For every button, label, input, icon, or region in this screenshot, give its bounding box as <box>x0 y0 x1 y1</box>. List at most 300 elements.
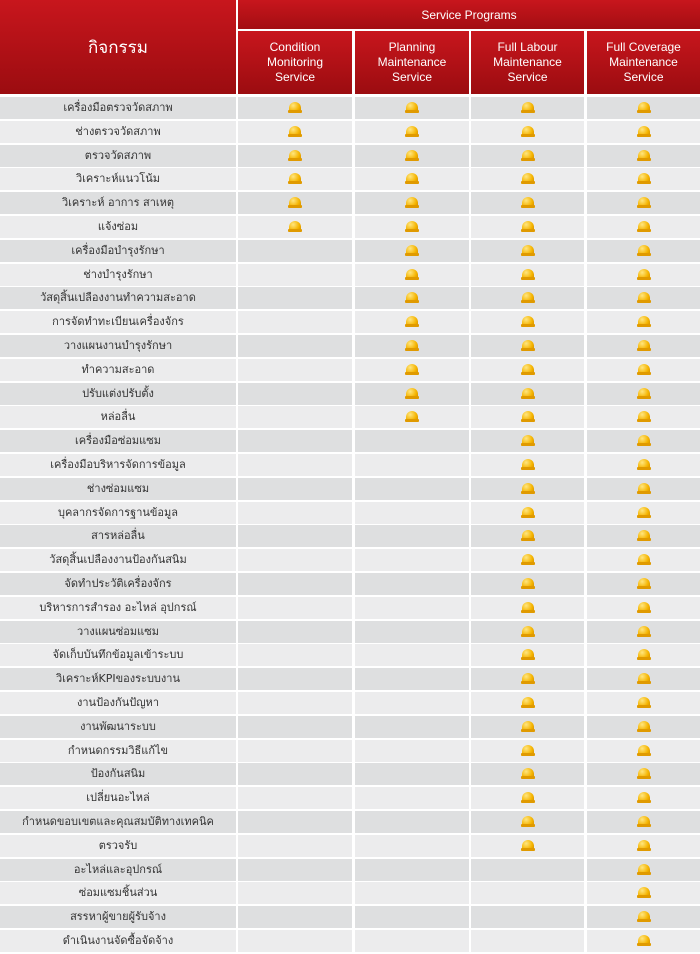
table-cell <box>238 121 352 143</box>
hard-hat-icon <box>637 554 651 566</box>
table-cell <box>587 811 700 833</box>
table-cell <box>355 264 469 286</box>
hard-hat-icon <box>637 507 651 519</box>
table-cell <box>471 454 584 476</box>
table-cell <box>587 692 700 714</box>
table-cell <box>238 811 352 833</box>
table-cell <box>355 525 469 547</box>
hard-hat-icon <box>405 150 419 162</box>
hard-hat-icon <box>288 126 302 138</box>
activity-label: จัดเก็บบันทึกข้อมูลเข้าระบบ <box>0 644 236 666</box>
activity-label: งานพัฒนาระบบ <box>0 716 236 738</box>
hard-hat-icon <box>637 435 651 447</box>
column-header-full-coverage: Full Coverage Maintenance Service <box>587 31 700 94</box>
table-cell <box>355 740 469 762</box>
table-cell <box>587 168 700 190</box>
hard-hat-icon <box>405 245 419 257</box>
activity-label: การจัดทำทะเบียนเครื่องจักร <box>0 311 236 333</box>
table-cell <box>587 240 700 262</box>
table-cell <box>587 430 700 452</box>
hard-hat-icon <box>521 245 535 257</box>
table-cell <box>471 525 584 547</box>
hard-hat-icon <box>637 126 651 138</box>
table-cell <box>355 621 469 643</box>
hard-hat-icon <box>637 649 651 661</box>
table-row <box>0 335 700 359</box>
column-header-full-labour: Full Labour Maintenance Service <box>471 31 584 94</box>
activity-label: บุคลากรจัดการฐานข้อมูล <box>0 502 236 524</box>
hard-hat-icon <box>521 411 535 423</box>
hard-hat-icon <box>637 816 651 828</box>
table-cell <box>238 145 352 167</box>
hard-hat-icon <box>637 459 651 471</box>
table-row <box>0 145 700 169</box>
table-cell <box>587 859 700 881</box>
table-cell <box>238 430 352 452</box>
hard-hat-icon <box>521 792 535 804</box>
table-cell <box>587 621 700 643</box>
table-cell <box>587 145 700 167</box>
hard-hat-icon <box>521 602 535 614</box>
table-cell <box>587 383 700 405</box>
activity-label: เครื่องมือบริหารจัดการข้อมูล <box>0 454 236 476</box>
table-row <box>0 311 700 335</box>
table-cell <box>471 811 584 833</box>
table-cell <box>471 668 584 690</box>
hard-hat-icon <box>521 578 535 590</box>
table-cell <box>355 478 469 500</box>
table-cell <box>238 311 352 333</box>
hard-hat-icon <box>405 102 419 114</box>
table-row <box>0 549 700 573</box>
hard-hat-icon <box>637 697 651 709</box>
table-cell <box>587 454 700 476</box>
table-cell <box>355 502 469 524</box>
hard-hat-icon <box>637 221 651 233</box>
activity-label: ช่างบำรุงรักษา <box>0 264 236 286</box>
table-cell <box>238 216 352 238</box>
table-row <box>0 287 700 311</box>
table-cell <box>238 454 352 476</box>
hard-hat-icon <box>521 745 535 757</box>
table-row <box>0 406 700 430</box>
table-cell <box>238 478 352 500</box>
activity-label: วัสดุสิ้นเปลืองงานป้องกันสนิม <box>0 549 236 571</box>
activity-header: กิจกรรม <box>0 0 236 94</box>
table-cell <box>355 335 469 357</box>
table-cell <box>471 264 584 286</box>
table-cell <box>471 644 584 666</box>
table-cell <box>587 716 700 738</box>
table-cell <box>471 716 584 738</box>
table-row <box>0 740 700 764</box>
hard-hat-icon <box>521 316 535 328</box>
hard-hat-icon <box>521 269 535 281</box>
table-row <box>0 383 700 407</box>
table-cell <box>238 406 352 428</box>
table-body <box>0 97 700 954</box>
hard-hat-icon <box>521 697 535 709</box>
activity-label: วิเคราะห์KPIของระบบงาน <box>0 668 236 690</box>
table-cell <box>587 97 700 119</box>
hard-hat-icon <box>521 197 535 209</box>
table-cell <box>587 502 700 524</box>
hard-hat-icon <box>521 530 535 542</box>
table-cell <box>355 216 469 238</box>
hard-hat-icon <box>637 173 651 185</box>
activity-label: ปรับแต่งปรับตั้ง <box>0 383 236 405</box>
activity-label: วิเคราะห์แนวโน้ม <box>0 168 236 190</box>
table-cell <box>238 335 352 357</box>
table-cell <box>355 121 469 143</box>
table-cell <box>238 525 352 547</box>
hard-hat-icon <box>521 840 535 852</box>
hard-hat-icon <box>521 388 535 400</box>
table-row <box>0 811 700 835</box>
table-cell <box>587 882 700 904</box>
table-cell <box>471 906 584 928</box>
table-cell <box>355 668 469 690</box>
table-cell <box>471 406 584 428</box>
hard-hat-icon <box>521 673 535 685</box>
table-cell <box>471 216 584 238</box>
table-cell <box>471 859 584 881</box>
table-cell <box>355 430 469 452</box>
table-cell <box>238 597 352 619</box>
table-cell <box>355 97 469 119</box>
hard-hat-icon <box>405 340 419 352</box>
hard-hat-icon <box>637 840 651 852</box>
hard-hat-icon <box>521 102 535 114</box>
table-cell <box>238 287 352 309</box>
hard-hat-icon <box>405 221 419 233</box>
table-row <box>0 121 700 145</box>
hard-hat-icon <box>521 721 535 733</box>
hard-hat-icon <box>521 364 535 376</box>
table-cell <box>355 573 469 595</box>
table-cell <box>238 240 352 262</box>
table-row <box>0 716 700 740</box>
activity-label: กำหนดขอบเขตและคุณสมบัติทางเทคนิค <box>0 811 236 833</box>
table-cell <box>238 668 352 690</box>
activity-label: เปลี่ยนอะไหล่ <box>0 787 236 809</box>
table-row <box>0 97 700 121</box>
table-cell <box>355 692 469 714</box>
table-cell <box>238 621 352 643</box>
activity-label: เครื่องมือซ่อมแซม <box>0 430 236 452</box>
hard-hat-icon <box>521 435 535 447</box>
table-cell <box>471 145 584 167</box>
activity-label: สรรหาผู้ขายผู้รับจ้าง <box>0 906 236 928</box>
table-cell <box>471 287 584 309</box>
table-row <box>0 525 700 549</box>
hard-hat-icon <box>637 102 651 114</box>
table-row <box>0 644 700 668</box>
hard-hat-icon <box>637 150 651 162</box>
table-cell <box>471 311 584 333</box>
table-cell <box>238 787 352 809</box>
table-cell <box>471 597 584 619</box>
table-cell <box>587 549 700 571</box>
hard-hat-icon <box>521 483 535 495</box>
hard-hat-icon <box>521 459 535 471</box>
hard-hat-icon <box>521 816 535 828</box>
hard-hat-icon <box>521 221 535 233</box>
table-cell <box>355 549 469 571</box>
table-cell <box>355 906 469 928</box>
table-cell <box>238 763 352 785</box>
hard-hat-icon <box>637 768 651 780</box>
table-cell <box>238 549 352 571</box>
table-cell <box>355 597 469 619</box>
hard-hat-icon <box>521 292 535 304</box>
table-row <box>0 430 700 454</box>
hard-hat-icon <box>521 507 535 519</box>
hard-hat-icon <box>521 554 535 566</box>
table-cell <box>355 811 469 833</box>
table-cell <box>471 478 584 500</box>
table-cell <box>355 644 469 666</box>
table-cell <box>587 287 700 309</box>
hard-hat-icon <box>637 269 651 281</box>
hard-hat-icon <box>637 578 651 590</box>
table-cell <box>355 454 469 476</box>
activity-label: วัสดุสิ้นเปลืองงานทำความสะอาด <box>0 287 236 309</box>
table-row <box>0 264 700 288</box>
hard-hat-icon <box>637 792 651 804</box>
hard-hat-icon <box>288 173 302 185</box>
activity-label: ซ่อมแซมชิ้นส่วน <box>0 882 236 904</box>
hard-hat-icon <box>637 245 651 257</box>
hard-hat-icon <box>637 388 651 400</box>
table-row <box>0 573 700 597</box>
hard-hat-icon <box>405 126 419 138</box>
table-cell <box>471 740 584 762</box>
table-cell <box>587 835 700 857</box>
hard-hat-icon <box>637 935 651 947</box>
table-cell <box>587 740 700 762</box>
table-cell <box>471 763 584 785</box>
table-cell <box>238 835 352 857</box>
hard-hat-icon <box>405 316 419 328</box>
hard-hat-icon <box>405 292 419 304</box>
table-row <box>0 787 700 811</box>
hard-hat-icon <box>637 483 651 495</box>
hard-hat-icon <box>637 673 651 685</box>
hard-hat-icon <box>637 364 651 376</box>
table-row <box>0 692 700 716</box>
table-cell <box>587 264 700 286</box>
table-cell <box>238 192 352 214</box>
hard-hat-icon <box>405 197 419 209</box>
table-cell <box>471 787 584 809</box>
hard-hat-icon <box>637 626 651 638</box>
table-cell <box>238 359 352 381</box>
table-cell <box>471 383 584 405</box>
table-row <box>0 668 700 692</box>
table-cell <box>587 668 700 690</box>
table-row <box>0 192 700 216</box>
activity-label: ตรวจวัดสภาพ <box>0 145 236 167</box>
activity-label: แจ้งซ่อม <box>0 216 236 238</box>
hard-hat-icon <box>521 626 535 638</box>
table-row <box>0 216 700 240</box>
activity-label: วางแผนงานบำรุงรักษา <box>0 335 236 357</box>
table-cell <box>471 835 584 857</box>
table-cell <box>355 311 469 333</box>
table-cell <box>471 359 584 381</box>
table-cell <box>355 406 469 428</box>
table-row <box>0 240 700 264</box>
hard-hat-icon <box>288 102 302 114</box>
table-cell <box>587 573 700 595</box>
activity-label: ดำเนินงานจัดซื้อจัดจ้าง <box>0 930 236 952</box>
table-cell <box>471 192 584 214</box>
activity-label: หล่อลื่น <box>0 406 236 428</box>
table-row <box>0 882 700 906</box>
table-cell <box>587 216 700 238</box>
table-cell <box>587 525 700 547</box>
table-row <box>0 502 700 526</box>
hard-hat-icon <box>288 150 302 162</box>
activity-label: ป้องกันสนิม <box>0 763 236 785</box>
activity-label: งานป้องกันปัญหา <box>0 692 236 714</box>
activity-label: กำหนดกรรมวิธีแก้ไข <box>0 740 236 762</box>
activity-label: เครื่องมือตรวจวัดสภาพ <box>0 97 236 119</box>
table-cell <box>587 359 700 381</box>
table-row <box>0 906 700 930</box>
table-cell <box>587 192 700 214</box>
hard-hat-icon <box>637 411 651 423</box>
activity-label: เครื่องมือบำรุงรักษา <box>0 240 236 262</box>
table-row <box>0 597 700 621</box>
hard-hat-icon <box>521 126 535 138</box>
activity-label: ช่างซ่อมแซม <box>0 478 236 500</box>
hard-hat-icon <box>637 721 651 733</box>
activity-label: ตรวจรับ <box>0 835 236 857</box>
hard-hat-icon <box>288 197 302 209</box>
hard-hat-icon <box>637 316 651 328</box>
table-cell <box>587 311 700 333</box>
table-cell <box>355 240 469 262</box>
table-row <box>0 168 700 192</box>
table-cell <box>587 597 700 619</box>
table-cell <box>471 335 584 357</box>
table-cell <box>238 97 352 119</box>
hard-hat-icon <box>637 602 651 614</box>
table-cell <box>587 906 700 928</box>
table-cell <box>355 192 469 214</box>
hard-hat-icon <box>637 887 651 899</box>
table-row <box>0 621 700 645</box>
table-cell <box>587 787 700 809</box>
table-cell <box>238 859 352 881</box>
table-cell <box>238 716 352 738</box>
table-cell <box>471 549 584 571</box>
table-cell <box>238 502 352 524</box>
table-cell <box>471 573 584 595</box>
hard-hat-icon <box>637 340 651 352</box>
table-cell <box>355 763 469 785</box>
table-cell <box>238 168 352 190</box>
table-row <box>0 763 700 787</box>
hard-hat-icon <box>637 292 651 304</box>
activity-label: วางแผนซ่อมแซม <box>0 621 236 643</box>
table-cell <box>471 97 584 119</box>
table-cell <box>355 859 469 881</box>
table-cell <box>471 502 584 524</box>
hard-hat-icon <box>405 269 419 281</box>
table-row <box>0 859 700 883</box>
hard-hat-icon <box>637 911 651 923</box>
hard-hat-icon <box>521 173 535 185</box>
hard-hat-icon <box>637 864 651 876</box>
table-cell <box>471 692 584 714</box>
table-cell <box>471 168 584 190</box>
column-header-condition-monitoring: Condition Monitoring Service <box>238 31 352 94</box>
table-cell <box>355 716 469 738</box>
table-row <box>0 359 700 383</box>
table-cell <box>355 835 469 857</box>
column-header-planning-maintenance: Planning Maintenance Service <box>355 31 469 94</box>
table-cell <box>587 478 700 500</box>
table-row <box>0 478 700 502</box>
table-cell <box>587 121 700 143</box>
table-cell <box>238 264 352 286</box>
table-cell <box>238 906 352 928</box>
hard-hat-icon <box>521 649 535 661</box>
table-cell <box>587 335 700 357</box>
table-cell <box>471 882 584 904</box>
table-cell <box>355 168 469 190</box>
activity-label: วิเคราะห์ อาการ สาเหตุ <box>0 192 236 214</box>
hard-hat-icon <box>637 745 651 757</box>
hard-hat-icon <box>405 411 419 423</box>
hard-hat-icon <box>405 388 419 400</box>
hard-hat-icon <box>405 364 419 376</box>
activity-label: อะไหล่และอุปกรณ์ <box>0 859 236 881</box>
activity-label: บริหารการสำรอง อะไหล่ อุปกรณ์ <box>0 597 236 619</box>
hard-hat-icon <box>521 150 535 162</box>
table-cell <box>471 240 584 262</box>
hard-hat-icon <box>521 768 535 780</box>
table-row <box>0 835 700 859</box>
table-cell <box>355 287 469 309</box>
table-row <box>0 930 700 954</box>
table-cell <box>238 692 352 714</box>
table-cell <box>355 787 469 809</box>
table-cell <box>238 644 352 666</box>
table-cell <box>587 406 700 428</box>
table-cell <box>355 383 469 405</box>
table-cell <box>238 573 352 595</box>
hard-hat-icon <box>521 340 535 352</box>
table-row <box>0 454 700 478</box>
activity-label: ช่างตรวจวัดสภาพ <box>0 121 236 143</box>
table-cell <box>471 430 584 452</box>
service-programs-header: Service Programs <box>238 0 700 29</box>
activity-label: ทำความสะอาด <box>0 359 236 381</box>
hard-hat-icon <box>637 197 651 209</box>
table-cell <box>471 621 584 643</box>
table-cell <box>471 121 584 143</box>
hard-hat-icon <box>405 173 419 185</box>
table-cell <box>238 882 352 904</box>
table-cell <box>238 740 352 762</box>
table-cell <box>587 763 700 785</box>
table-cell <box>355 359 469 381</box>
activity-label: จัดทำประวัติเครื่องจักร <box>0 573 236 595</box>
